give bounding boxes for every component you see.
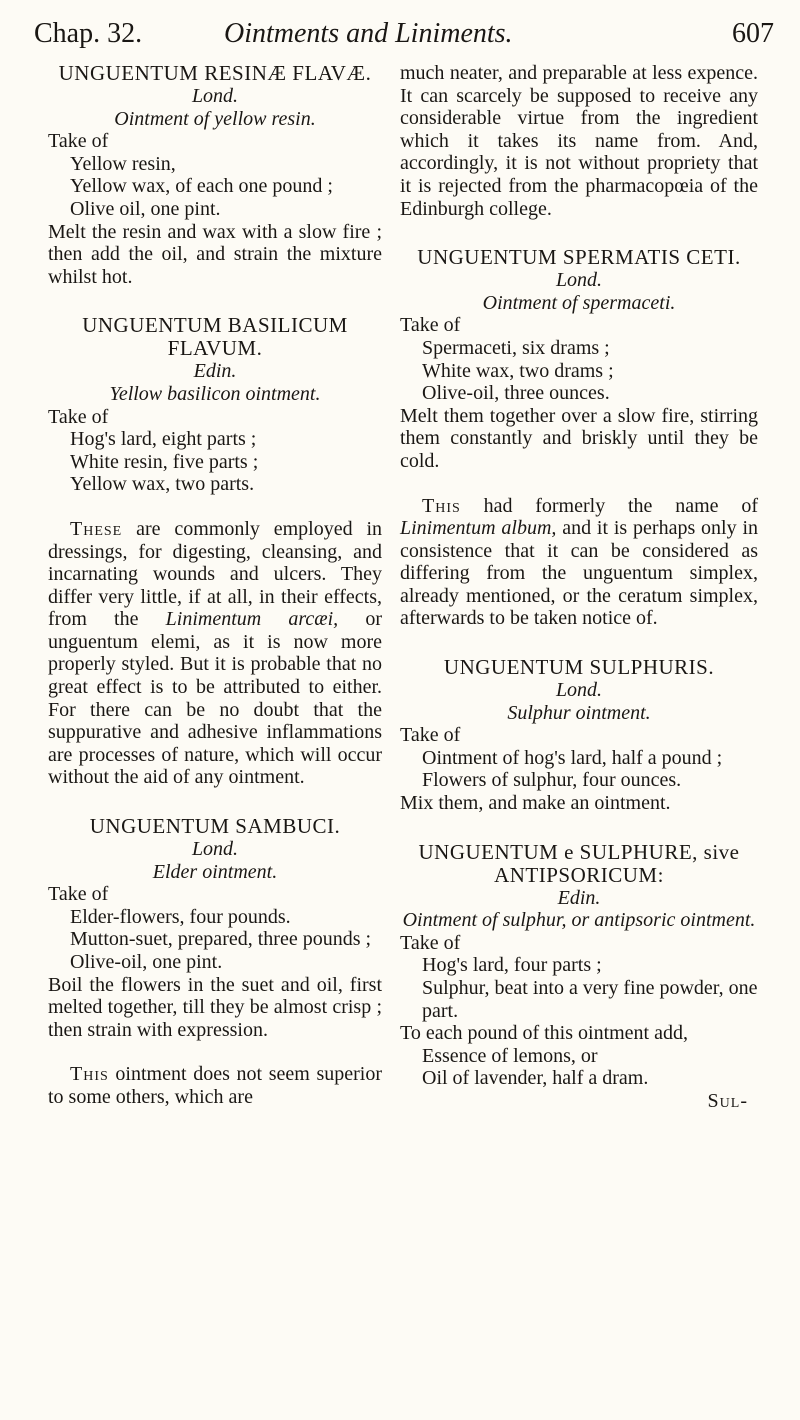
directions: Melt the resin and wax with a slow fire ; then add the oil, and strain the mixture whilst hot. <box>48 220 382 288</box>
section-source: Lond. <box>191 838 239 861</box>
ingredient: Yellow wax, of each one pound ; <box>70 175 333 198</box>
section-unguentum-e-sulphure <box>400 841 758 1113</box>
ingredient: Olive-oil, three ounces. <box>422 382 610 405</box>
section-translation: Sulphur ointment. <box>507 701 651 724</box>
chapter-number: Chap. 32. <box>34 18 143 49</box>
ingredient: Essence of lemons, or <box>422 1044 598 1067</box>
paragraph-lead-word: These <box>70 517 123 540</box>
ingredient: Olive oil, one pint. <box>70 197 221 220</box>
take-of-label: Take of <box>400 931 461 954</box>
commentary-paragraph <box>400 495 758 631</box>
paragraph-italic: Linimentum album, <box>400 517 557 540</box>
ingredient: White wax, two drams ; <box>422 359 614 382</box>
paragraph-text: are commonly employed in dressings, for digesting, cleansing, and incarnating wounds and ulcers. They differ very little, if at all, in their effects, from the <box>48 517 382 631</box>
catchword: Sul- <box>707 1089 748 1112</box>
take-of-label: Take of <box>400 314 461 337</box>
take-of-label: Take of <box>48 130 109 153</box>
section-translation: Elder ointment. <box>152 860 278 883</box>
section-source: Lond. <box>191 85 239 107</box>
commentary-paragraph <box>48 1063 382 1108</box>
section-heading: UNGUENTUM BASILICUM FLAVUM. <box>82 313 348 361</box>
paragraph-lead-word: This <box>70 1063 109 1086</box>
ingredient: Elder-flowers, four pounds. <box>70 905 291 928</box>
ingredient: Hog's lard, four parts ; <box>422 954 602 977</box>
ingredient: Flowers of sulphur, four ounces. <box>422 769 682 792</box>
ingredient: Yellow resin, <box>70 152 176 175</box>
ingredient: Mutton-suet, prepared, three pounds ; <box>70 928 372 951</box>
section-unguentum-basilicum <box>48 314 382 789</box>
ingredient: Ointment of hog's lard, half a pound ; <box>422 746 723 769</box>
paragraph-lead-word: This <box>422 494 461 517</box>
directions: To each pound of this ointment add, <box>400 1022 688 1045</box>
section-translation: Ointment of sulphur, or antipsoric ointment. <box>402 909 756 932</box>
directions: Melt them together over a slow fire, stirring them constantly and briskly until they be cold. <box>400 404 758 472</box>
section-source: Lond. <box>555 679 603 702</box>
ingredient: Spermaceti, six drams ; <box>422 336 610 359</box>
section-heading: UNGUENTUM RESINÆ FLAVÆ. <box>58 61 372 85</box>
take-of-label: Take of <box>400 724 461 747</box>
section-heading: UNGUENTUM SPERMATIS CETI. <box>417 245 741 270</box>
take-of-label: Take of <box>48 405 109 428</box>
continued-paragraph: much neater, and preparable at less expence. It can scarcely be supposed to receive any considerable virtue from the ingredient which it takes its name from. And, accordingly, it is not without propriety that it is rejected from the pharmacopœia of the Edinburgh college. <box>400 62 758 220</box>
right-column <box>400 62 758 1113</box>
directions: Boil the flowers in the suet and oil, first melted together, till they be almost crisp ; then strain with expression. <box>48 973 382 1041</box>
section-heading: UNGUENTUM SULPHURIS. <box>443 655 715 680</box>
section-unguentum-resinae <box>48 62 382 288</box>
section-source: Edin. <box>557 886 601 909</box>
paragraph-text: and it is perhaps only in consistence that it can be considered as differing from the unguentum simplex, already mentioned, or the ceratum simplex, afterwards to be taken notice of. <box>400 517 758 630</box>
section-translation: Yellow basilicon ointment. <box>109 382 321 405</box>
take-of-label: Take of <box>48 883 109 906</box>
paragraph-text: or unguentum elemi, as it is now more properly styled. But it is probable that no great effect is to be attributed to either. For there can be no doubt that the suppurative and adhesive inflammations are processes of nature, which will occur without the aid of any ointment. <box>48 608 382 789</box>
directions: Mix them, and make an ointment. <box>400 792 671 815</box>
left-column <box>48 62 382 1109</box>
paragraph-italic: Linimentum arcæi, <box>165 608 339 631</box>
ingredient: Hog's lard, eight parts ; <box>70 428 257 451</box>
section-translation: Ointment of spermaceti. <box>482 291 676 314</box>
commentary-paragraph <box>48 518 382 789</box>
section-heading: UNGUENTUM e SULPHURE, sive ANTIPSORICUM: <box>418 839 740 887</box>
ingredient: White resin, five parts ; <box>70 450 259 473</box>
ingredient: Oil of lavender, half a dram. <box>422 1067 649 1090</box>
section-source: Edin. <box>193 360 237 383</box>
section-unguentum-sulphuris <box>400 656 758 815</box>
running-title: Ointments and Liniments. <box>224 18 513 49</box>
paragraph-text: had formerly the name of <box>460 494 758 517</box>
ingredient: Olive-oil, one pint. <box>70 951 223 973</box>
running-header <box>34 10 774 54</box>
section-unguentum-sambuci <box>48 815 382 1109</box>
section-heading: UNGUENTUM SAMBUCI. <box>89 814 341 839</box>
section-translation: Ointment of yellow resin. <box>114 107 316 130</box>
paragraph-text: ointment does not seem superior to some others, which are <box>48 1063 382 1108</box>
ingredient: Sulphur, beat into a very fine powder, one part. <box>422 977 758 1022</box>
section-unguentum-spermatis-ceti <box>400 246 758 630</box>
page-number: 607 <box>732 18 774 49</box>
ingredient: Yellow wax, two parts. <box>70 473 255 496</box>
section-source: Lond. <box>555 269 603 292</box>
